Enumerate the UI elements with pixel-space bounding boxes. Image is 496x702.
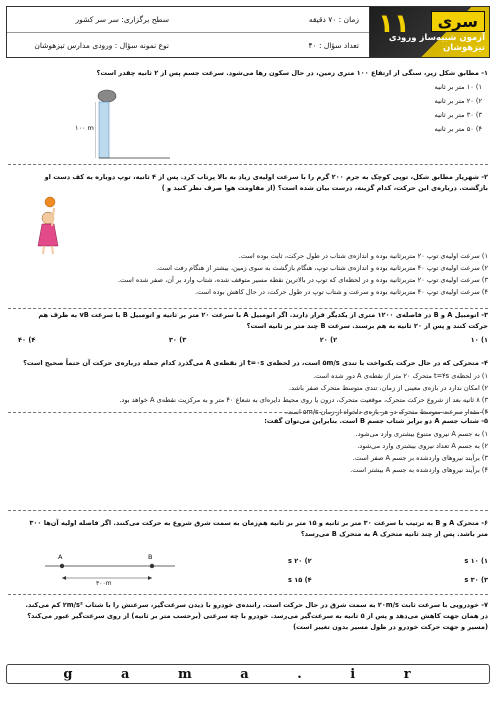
option[interactable]: ۲) ۲۰ [319,336,338,344]
option[interactable]: ۲) سرعت اولیه‌ی توپ ۴۰ متربرثانیه بوده و اندازه‌ی شتاب توپ، هنگام بازگشت به سوی زمین، بیشتر از هنگام رفت است. [156,264,488,272]
point-a-icon [60,564,64,568]
divider [8,594,488,595]
count-label: تعداد سؤال : ۴۰ [308,41,359,50]
option[interactable]: ۳) ۳۰ متر بر ثانیه [434,111,482,119]
point-b-icon [150,564,154,568]
option[interactable]: ۱) ۱۰ متر بر ثانیه [434,83,482,91]
cliff-figure [95,86,180,164]
girl-dress-icon [38,224,58,246]
option[interactable]: ۳) ۸ ثانیه بعد از شروع حرکت متحرک، موقعیت متحرک، درون یا روی محیط دایره‌ای به شعاع ۴۰ متر و به مرکزیت نقطه‌ی A خواهد بود. [119,396,488,404]
exam-meta [7,7,369,57]
option[interactable]: ۱) به جسم A نیروی متنوع بیشتری وارد می‌شود. [355,430,488,438]
divider [8,164,488,165]
question-4 [18,358,488,418]
question-text: ۶- متحرک A و B به ترتیب با سرعت ۳۰ متر بر ثانیه و ۱۵ متر بر ثانیه هم‌زمان به سمت شرق شروع به حرکت می‌کنند. اگر فاصله اولیه آن‌ها ۳۰۰ متر باشد. پس از چند ثانیه متحرک A به متحرک B می‌رسد؟ [29,519,488,538]
girl-figure [28,196,68,256]
option[interactable]: ۲) امکان ندارد در بازه‌ی معینی از زمان، تندی متوسط متحرک صفر باشد. [288,384,488,392]
option-row [288,575,488,586]
question-text: ۷- خودرویی با سرعت ثابت ۲۰m/s به سمت شرق در حال حرکت است. راننده‌ی خودرو با دیدن سرعت‌گیر، سرعتش را با شتاب ۲m/s² کم می‌کند. در همان جهت کاهش می‌دهد و پس از ۵ ثانیه به سرعت‌گیر می‌رسد. خودرو با چه سرعتی (برحسب متر بر ثانیه) از روی سرعت‌گیر عبور می‌کند؟ (مسیر و جهت حرکت خودرو در طول مسیر بدون تغییر است) [25,601,488,631]
header-divider [7,32,369,33]
option[interactable]: ۳) ۳۰ [168,336,187,344]
option-row [18,335,488,346]
question-2 [18,172,488,194]
question-text: ۲- شهریار مطابق شکل، توپی کوچک به جرم ۲۰۰ گرم را با سرعت اولیه‌ی زیاد به بالا پرتاب کرد. پس از ۴ ثانیه، توپ دوباره به کف دست او بازگشت. درباره‌ی این حرکت، کدام گزینه، درست بیان شده است؟ (از مقاومت هوا صرف نظر کنید و ) [44,173,488,192]
question-text: ۱- مطابق شکل زیر، سنگی از ارتفاع ۱۰۰ متری زمین، در حال سکون رها می‌شود. سرعت جسم پس از ۲ ثانیه چقدر است؟ [96,69,488,77]
option[interactable]: ۱) ۱۰ s [464,557,488,565]
question-text: ۵- شتاب جسم A دو برابر شتاب جسم B است. بنابراین می‌توان گفت: [264,417,488,425]
option[interactable]: ۲) ۲۰ s [288,557,312,565]
option[interactable]: ۳) ۳۰ s [464,576,488,584]
option[interactable]: ۴) ۴۰ [18,336,36,344]
option[interactable]: ۳) برآیند نیروهای واردشده بر جسم A صفر است. [352,454,488,462]
exam-header [6,6,490,58]
question-6-options [288,556,488,586]
girl-arm-icon [52,208,54,226]
distance-label: ۳۰۰m [96,580,112,587]
option[interactable]: ۴) ۵۰ متر بر ثانیه [434,125,482,133]
question-6 [18,518,488,540]
rock-icon [98,90,116,102]
question-text: ۳- اتومبیل A و B در فاصله‌ی ۱۲۰۰ متری از یکدیگر قرار دارند. اگر اتومبیل A با سرعت ۲۰ متر بر ثانیه و اتومبیل B با سرعت vB به طرف هم حرکت کنند و پس از ۲۰ ثانیه به هم برسند. سرعت B چند متر بر ثانیه است؟ [38,311,488,330]
point-b-label: B [148,553,153,561]
series-number: ۱۱ [378,9,410,39]
option[interactable]: ۴) مقدار سرعت متوسط متحرک در هر بازه‌ی دلخواه از زمان ۵m/s است. [284,408,488,416]
point-a-label: A [58,553,63,561]
brand-banner [369,7,489,57]
option[interactable]: ۲) ۲۰ متر بر ثانیه [434,97,482,105]
time-label: زمان : ۷۰ دقیقه [308,15,359,24]
option[interactable]: ۱) ۱۰ [470,336,488,344]
cliff-icon [99,102,109,158]
divider [8,308,488,309]
level-label: سطح برگزاری: سر سر کشور [75,15,169,24]
site-footer[interactable]: g a m a . i r [6,664,490,684]
option[interactable]: ۲) به جسم A تعداد نیروی بیشتری وارد می‌شود. [357,442,488,450]
option[interactable]: ۴) برآیند نیروهای واردشده به جسم A بیشتر است. [350,466,488,474]
option[interactable]: ۱) سرعت اولیه‌ی توپ ۲۰ متربرثانیه بوده و اندازه‌ی شتاب در طول حرکت، ثابت بوده است. [238,252,488,260]
divider [8,412,488,413]
divider [8,510,488,511]
question-text: ۴- متحرکی که در حال حرکت یکنواخت با تندی ۵m/s است، در لحظه‌ی t=۰s از نقطه‌ی A می‌گذرد کدام جمله درباره‌ی حرکت آن حتماً صحیح است؟ [23,359,488,367]
height-label: ۱۰۰ m [75,124,94,132]
option[interactable]: ۴) سرعت اولیه‌ی توپ ۴۰ متربرثانیه بوده و سرعت و شتاب توپ در طول حرکت، در حال کاهش بوده است. [195,288,488,296]
option[interactable]: ۳) سرعت اولیه‌ی توپ ۲۰ متربرثانیه بوده و در لحظه‌ای که توپ در بالاترین نقطه مسیر متوقف شده، شتاب وارد بر آن، صفر شده است. [117,276,488,284]
ball-icon [45,197,55,207]
question-7 [18,600,488,633]
option-row [288,556,488,567]
option[interactable]: ۴) ۱۵ s [288,576,312,584]
exam-title: آزمون شبیه‌ساز ورودی تیزهوشان [388,33,485,53]
type-label: نوع نمونه سؤال : ورودی مدارس تیزهوشان [34,41,169,50]
question-2-options [18,251,488,298]
option[interactable]: ۱) در لحظه‌ی t=۴s متحرک ۲۰ متر از نقطه‌ی A دور شده است. [313,372,488,380]
series-label: سری [431,11,485,32]
question-3 [18,310,488,346]
question-5 [18,416,488,476]
